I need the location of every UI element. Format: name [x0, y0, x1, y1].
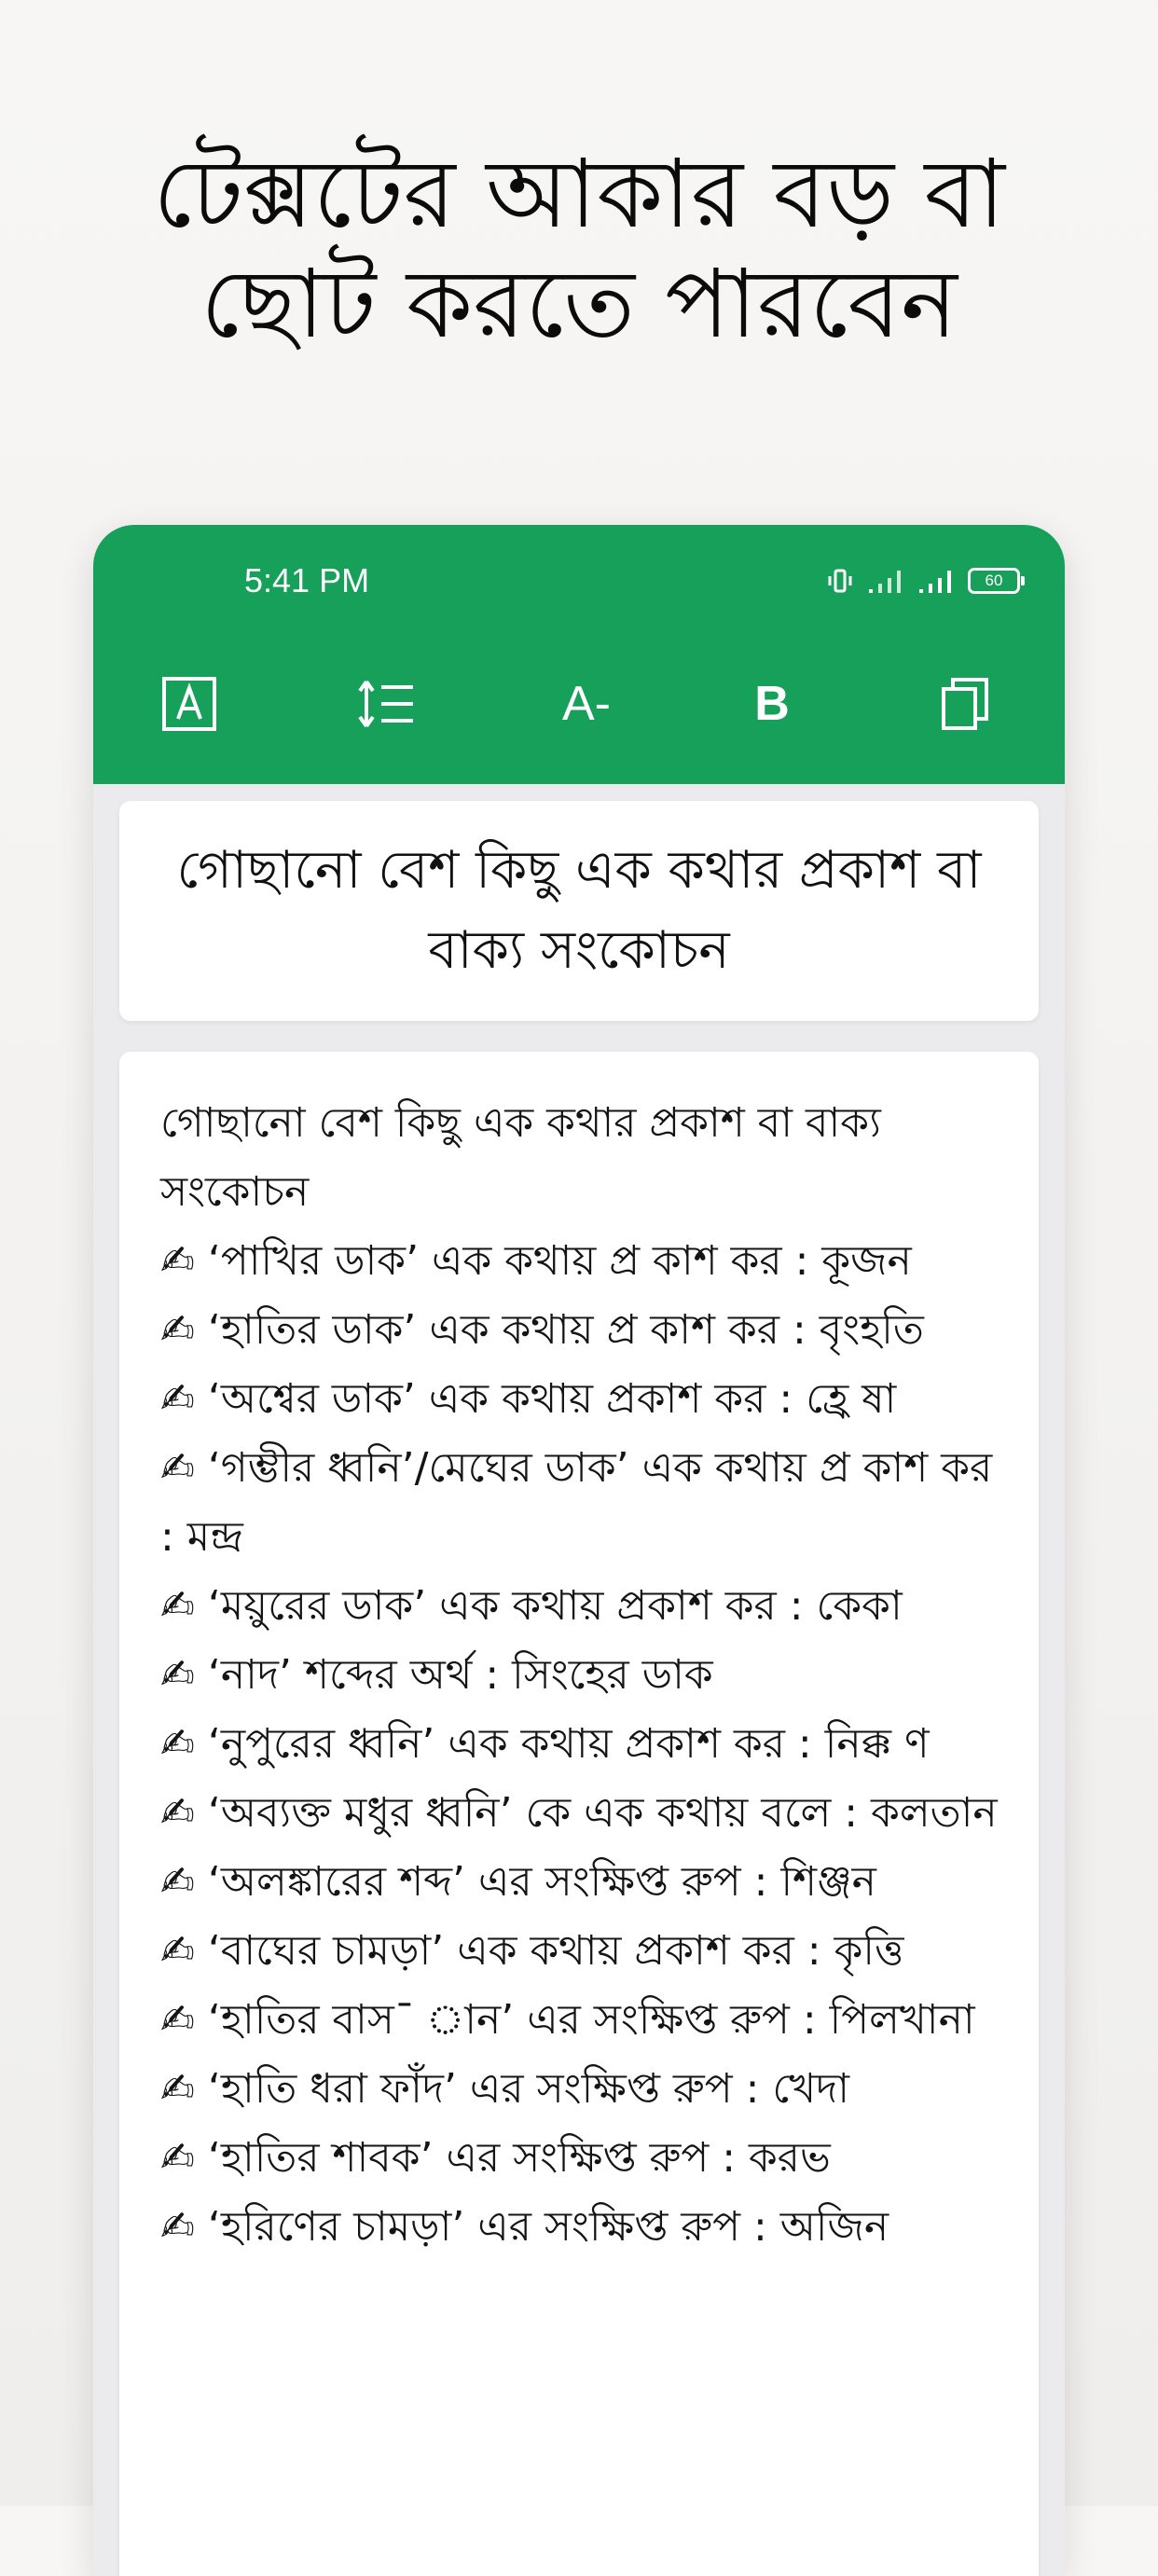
article-line: ✍ ‘নাদ’ শব্দের অর্থ : সিংহের ডাক [160, 1651, 713, 1699]
line-spacing-button[interactable] [356, 674, 416, 734]
article-title: গোছানো বেশ কিছু এক কথার প্রকাশ বা বাক্য সংকোচন [176, 840, 982, 981]
article-line: ✍ ‘হাতির শাবক’ এর সংক্ষিপ্ত রুপ : করভ [160, 2134, 831, 2182]
article-line: ✍ ‘হাতির ডাক’ এক কথায় প্র কাশ কর : বৃংহতি [160, 1306, 924, 1354]
battery-icon: 60 [968, 568, 1020, 594]
signal-icon [917, 567, 955, 595]
promo-headline [0, 140, 1158, 360]
article-line: ✍ ‘হাতি ধরা ফাঁদ’ এর সংক্ষিপ্ত রুপ : খেদা [160, 2065, 850, 2113]
article-line: ✍ ‘অব্যক্ত মধুর ধ্বনি’ কে এক কথায় বলে : কলতান [160, 1789, 998, 1837]
article-line: ✍ ‘গম্ভীর ধ্বনি’/মেঘের ডাক’ এক কথায় প্র কাশ কর : মন্দ্র [160, 1444, 993, 1561]
font-decrease-icon: A- [562, 677, 611, 731]
article-line: ✍ ‘হরিণের চামড়া’ এর সংক্ষিপ্ত রুপ : অজিন [160, 2203, 889, 2251]
article-content-card[interactable] [119, 1052, 1039, 2576]
vibrate-icon [826, 567, 854, 595]
article-line: ✍ ‘অশ্বের ডাক’ এক কথায় প্রকাশ কর : হ্রে ষা [160, 1375, 897, 1423]
status-icons [826, 562, 1020, 599]
promo-headline-line-1: টেক্সটের আকার বড় বা [153, 139, 1005, 250]
font-style-icon [161, 676, 217, 732]
article-line: ✍ ‘বাঘের চামড়া’ এক কথায় প্রকাশ কর : কৃত্তি [160, 1927, 904, 1975]
font-style-button[interactable] [159, 674, 219, 734]
phone-screen [93, 525, 1065, 2576]
article-line: ✍ ‘নুপুরের ধ্বনি’ এক কথায় প্রকাশ কর : নিক্ক ণ [160, 1720, 930, 1768]
bold-button[interactable] [742, 674, 802, 734]
reader-toolbar [93, 655, 1065, 749]
line-spacing-icon [357, 678, 415, 730]
font-decrease-button[interactable] [545, 674, 628, 734]
copy-button[interactable] [935, 674, 995, 734]
article-body [160, 1089, 1009, 2262]
bold-icon: B [754, 677, 790, 731]
app-bar [93, 525, 1065, 784]
signal-icon [867, 567, 904, 595]
article-line: ✍ ‘অলঙ্কারের শব্দ’ এর সংক্ষিপ্ত রুপ : শিঞ্জন [160, 1858, 876, 1906]
copy-icon [940, 676, 990, 732]
status-time: 5:41 PM [244, 561, 370, 599]
article-line: ✍ ‘ময়ুরের ডাক’ এক কথায় প্রকাশ কর : কেকা [160, 1582, 903, 1630]
promo-headline-line-2: ছোট করতে পারবেন [200, 249, 958, 360]
article-line: গোছানো বেশ কিছু এক কথার প্রকাশ বা বাক্য সংকোচন [160, 1099, 881, 1216]
article-title-card [119, 801, 1039, 1021]
article-line: ✍ ‘হাতির বাস¯ ান’ এর সংক্ষিপ্ত রুপ : পিলখানা [160, 1996, 975, 2044]
article-line: ✍ ‘পাখির ডাক’ এক কথায় প্র কাশ কর : কূজন [160, 1237, 912, 1285]
